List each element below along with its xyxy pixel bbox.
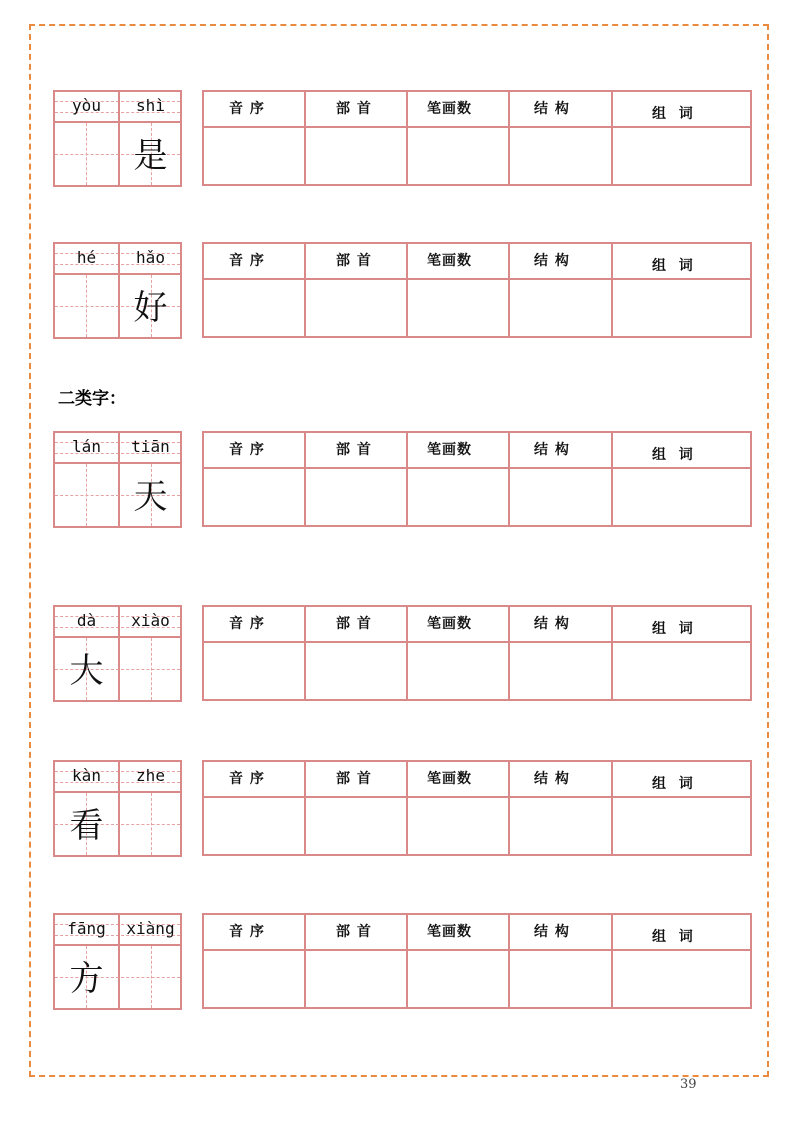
word-entry	[53, 90, 752, 187]
hanzi-2: 好	[133, 288, 168, 328]
header-bihuashu: 笔画数	[427, 442, 472, 458]
header-zuci: 组 词	[652, 776, 694, 792]
word-entry	[53, 605, 752, 702]
header-yinxu: 音 序	[229, 616, 265, 632]
header-yinxu: 音 序	[229, 253, 265, 269]
pinyin-1: lán	[72, 437, 101, 456]
hanzi-1: 看	[69, 806, 104, 846]
tianzige-box	[53, 760, 182, 857]
pinyin-2: hǎo	[136, 248, 165, 267]
hanzi-2	[119, 951, 182, 1007]
word-entry	[53, 242, 752, 339]
info-table	[202, 90, 752, 186]
pinyin-1: fāng	[67, 919, 106, 938]
header-jiegou: 结 构	[534, 924, 570, 940]
header-jiegou: 结 构	[534, 253, 570, 269]
header-yinxu: 音 序	[229, 771, 265, 787]
pinyin-2: shì	[136, 96, 165, 115]
hanzi-1: 大	[69, 651, 104, 691]
header-yinxu: 音 序	[229, 101, 265, 117]
header-jiegou: 结 构	[534, 101, 570, 117]
header-yinxu: 音 序	[229, 924, 265, 940]
word-entry	[53, 913, 752, 1010]
header-bushou: 部 首	[336, 771, 372, 787]
tianzige-box	[53, 605, 182, 702]
pinyin-2: xiàng	[126, 919, 175, 938]
page-number: 39	[680, 1077, 697, 1092]
tianzige-box	[53, 242, 182, 339]
pinyin-2: tiān	[131, 437, 170, 456]
header-bushou: 部 首	[336, 442, 372, 458]
header-zuci: 组 词	[652, 447, 694, 463]
header-bihuashu: 笔画数	[427, 771, 472, 787]
info-table	[202, 431, 752, 527]
pinyin-1: hé	[76, 248, 97, 267]
header-bushou: 部 首	[336, 253, 372, 269]
hanzi-2	[119, 798, 182, 854]
header-jiegou: 结 构	[534, 442, 570, 458]
pinyin-1: kàn	[72, 766, 101, 785]
header-bihuashu: 笔画数	[427, 616, 472, 632]
pinyin-1: dà	[76, 611, 97, 630]
header-bihuashu: 笔画数	[427, 101, 472, 117]
header-bihuashu: 笔画数	[427, 924, 472, 940]
hanzi-2: 是	[133, 136, 168, 176]
info-table	[202, 242, 752, 338]
header-bushou: 部 首	[336, 101, 372, 117]
hanzi-1	[55, 469, 118, 525]
info-table	[202, 913, 752, 1009]
tianzige-box	[53, 913, 182, 1010]
header-jiegou: 结 构	[534, 616, 570, 632]
hanzi-2: 天	[133, 477, 168, 517]
hanzi-1	[55, 128, 118, 184]
info-table	[202, 605, 752, 701]
tianzige-box	[53, 90, 182, 187]
tianzige-box	[53, 431, 182, 528]
word-entry	[53, 431, 752, 528]
header-bushou: 部 首	[336, 616, 372, 632]
header-zuci: 组 词	[652, 929, 694, 945]
hanzi-1: 方	[69, 959, 104, 999]
pinyin-2: xiào	[131, 611, 170, 630]
header-jiegou: 结 构	[534, 771, 570, 787]
info-table	[202, 760, 752, 856]
pinyin-1: yòu	[72, 96, 101, 115]
section-label: 二类字：	[58, 389, 126, 409]
pinyin-2: zhe	[136, 766, 165, 785]
header-zuci: 组 词	[652, 621, 694, 637]
header-yinxu: 音 序	[229, 442, 265, 458]
header-zuci: 组 词	[652, 106, 694, 122]
header-bushou: 部 首	[336, 924, 372, 940]
word-entry	[53, 760, 752, 857]
header-bihuashu: 笔画数	[427, 253, 472, 269]
hanzi-1	[55, 280, 118, 336]
hanzi-2	[119, 643, 182, 699]
header-zuci: 组 词	[652, 258, 694, 274]
